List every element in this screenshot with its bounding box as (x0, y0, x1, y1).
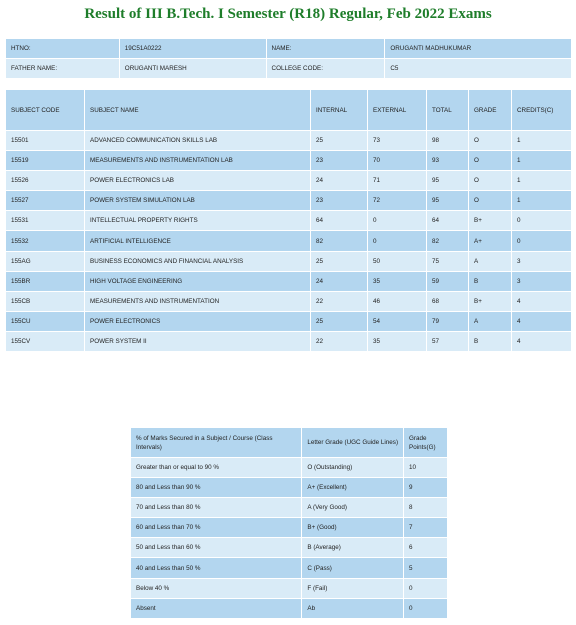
college-code-label: COLLEGE CODE: (267, 59, 385, 78)
father-name-value: ORUGANTI MARESH (120, 59, 266, 78)
external-cell: 0 (368, 211, 426, 230)
external-cell: 71 (368, 171, 426, 190)
subject-code-cell: 15526 (6, 171, 84, 190)
subject-name-cell: ARTIFICIAL INTELLIGENCE (85, 231, 310, 250)
total-cell: 95 (427, 171, 468, 190)
marks-header-row (6, 90, 571, 130)
subject-name-cell: POWER ELECTRONICS (85, 312, 310, 331)
student-info-table (5, 38, 572, 79)
subject-code-cell: 155AG (6, 252, 84, 271)
credits-cell: 1 (512, 131, 571, 150)
marks-range-cell: 70 and Less than 80 % (131, 498, 301, 517)
table-row (6, 151, 571, 170)
external-cell: 35 (368, 332, 426, 351)
grade-cell: O (469, 151, 511, 170)
student-info-row (6, 39, 571, 58)
credits-cell: 0 (512, 211, 571, 230)
external-cell: 54 (368, 312, 426, 331)
subject-name-cell: BUSINESS ECONOMICS AND FINANCIAL ANALYSIS (85, 252, 310, 271)
marks-range-cell: 50 and Less than 60 % (131, 538, 301, 557)
subject-code-cell: 15527 (6, 191, 84, 210)
credits-cell: 1 (512, 151, 571, 170)
external-cell: 70 (368, 151, 426, 170)
internal-cell: 25 (311, 252, 367, 271)
table-row (131, 558, 447, 577)
marks-range-cell: 40 and Less than 50 % (131, 558, 301, 577)
table-row (6, 231, 571, 250)
marks-range-cell: Below 40 % (131, 579, 301, 598)
total-cell: 75 (427, 252, 468, 271)
marks-range-cell: 80 and Less than 90 % (131, 478, 301, 497)
internal-cell: 23 (311, 151, 367, 170)
subject-code-cell: 15501 (6, 131, 84, 150)
name-label: NAME: (267, 39, 385, 58)
header-total: TOTAL (427, 90, 468, 130)
subject-name-cell: POWER SYSTEM II (85, 332, 310, 351)
credits-cell: 3 (512, 252, 571, 271)
marks-table (5, 89, 572, 352)
grade-cell: O (469, 191, 511, 210)
credits-cell: 4 (512, 312, 571, 331)
letter-grade-cell: Ab (302, 599, 403, 618)
table-row (6, 211, 571, 230)
external-cell: 50 (368, 252, 426, 271)
subject-code-cell: 155CU (6, 312, 84, 331)
grade-header-row (131, 428, 447, 457)
internal-cell: 82 (311, 231, 367, 250)
header-credits: CREDITS(C) (512, 90, 571, 130)
subject-name-cell: MEASUREMENTS AND INSTRUMENTATION (85, 292, 310, 311)
letter-grade-cell: B+ (Good) (302, 518, 403, 537)
letter-grade-cell: O (Outstanding) (302, 458, 403, 477)
internal-cell: 22 (311, 292, 367, 311)
table-row (6, 292, 571, 311)
total-cell: 79 (427, 312, 468, 331)
credits-cell: 4 (512, 332, 571, 351)
internal-cell: 23 (311, 191, 367, 210)
credits-cell: 1 (512, 191, 571, 210)
header-internal: INTERNAL (311, 90, 367, 130)
htno-label: HTNO: (6, 39, 119, 58)
htno-value: 19C51A0222 (120, 39, 266, 58)
grade-points-cell: 0 (404, 599, 447, 618)
grade-scale-table (130, 427, 448, 619)
grade-points-cell: 9 (404, 478, 447, 497)
table-row (6, 252, 571, 271)
grade-cell: A (469, 312, 511, 331)
external-cell: 72 (368, 191, 426, 210)
internal-cell: 24 (311, 272, 367, 291)
header-subject-name: SUBJECT NAME (85, 90, 310, 130)
subject-name-cell: POWER ELECTRONICS LAB (85, 171, 310, 190)
internal-cell: 64 (311, 211, 367, 230)
student-info-row (6, 59, 571, 78)
grade-cell: A (469, 252, 511, 271)
subject-name-cell: INTELLECTUAL PROPERTY RIGHTS (85, 211, 310, 230)
total-cell: 59 (427, 272, 468, 291)
subject-name-cell: HIGH VOLTAGE ENGINEERING (85, 272, 310, 291)
grade-cell: B (469, 272, 511, 291)
external-cell: 35 (368, 272, 426, 291)
table-row (131, 498, 447, 517)
grade-points-cell: 0 (404, 579, 447, 598)
header-letter-grade: Letter Grade (UGC Guide Lines) (302, 428, 403, 457)
marks-range-cell: 60 and Less than 70 % (131, 518, 301, 537)
name-value: ORUGANTI MADHUKUMAR (385, 39, 571, 58)
total-cell: 68 (427, 292, 468, 311)
credits-cell: 1 (512, 171, 571, 190)
letter-grade-cell: A+ (Excellent) (302, 478, 403, 497)
credits-cell: 0 (512, 231, 571, 250)
grade-cell: A+ (469, 231, 511, 250)
table-row (131, 518, 447, 537)
table-row (6, 191, 571, 210)
table-row (131, 538, 447, 557)
letter-grade-cell: A (Very Good) (302, 498, 403, 517)
subject-code-cell: 155CV (6, 332, 84, 351)
total-cell: 64 (427, 211, 468, 230)
grade-points-cell: 8 (404, 498, 447, 517)
subject-code-cell: 15531 (6, 211, 84, 230)
total-cell: 57 (427, 332, 468, 351)
external-cell: 73 (368, 131, 426, 150)
subject-name-cell: POWER SYSTEM SIMULATION LAB (85, 191, 310, 210)
grade-points-cell: 5 (404, 558, 447, 577)
grade-cell: B+ (469, 292, 511, 311)
subject-name-cell: MEASUREMENTS AND INSTRUMENTATION LAB (85, 151, 310, 170)
page-title: Result of III B.Tech. I Semester (R18) Regular, Feb 2022 Exams (84, 6, 492, 22)
grade-points-cell: 6 (404, 538, 447, 557)
grade-points-cell: 10 (404, 458, 447, 477)
table-row (6, 312, 571, 331)
table-row (6, 131, 571, 150)
external-cell: 0 (368, 231, 426, 250)
grade-points-cell: 7 (404, 518, 447, 537)
header-marks-range: % of Marks Secured in a Subject / Course (Class Intervals) (131, 428, 301, 457)
total-cell: 93 (427, 151, 468, 170)
grade-cell: B (469, 332, 511, 351)
header-external: EXTERNAL (368, 90, 426, 130)
external-cell: 46 (368, 292, 426, 311)
grade-cell: B+ (469, 211, 511, 230)
marks-range-cell: Greater than or equal to 90 % (131, 458, 301, 477)
grade-cell: O (469, 131, 511, 150)
table-row (6, 332, 571, 351)
subject-code-cell: 155BR (6, 272, 84, 291)
credits-cell: 3 (512, 272, 571, 291)
grade-cell: O (469, 171, 511, 190)
total-cell: 98 (427, 131, 468, 150)
letter-grade-cell: B (Average) (302, 538, 403, 557)
subject-code-cell: 155CB (6, 292, 84, 311)
table-row (6, 171, 571, 190)
internal-cell: 22 (311, 332, 367, 351)
college-code-value: C5 (385, 59, 571, 78)
father-name-label: FATHER NAME: (6, 59, 119, 78)
internal-cell: 25 (311, 312, 367, 331)
letter-grade-cell: F (Fail) (302, 579, 403, 598)
total-cell: 82 (427, 231, 468, 250)
internal-cell: 24 (311, 171, 367, 190)
letter-grade-cell: C (Pass) (302, 558, 403, 577)
table-row (131, 579, 447, 598)
subject-name-cell: ADVANCED COMMUNICATION SKILLS LAB (85, 131, 310, 150)
total-cell: 95 (427, 191, 468, 210)
table-row (6, 272, 571, 291)
subject-code-cell: 15532 (6, 231, 84, 250)
header-subject-code: SUBJECT CODE (6, 90, 84, 130)
table-row (131, 478, 447, 497)
marks-range-cell: Absent (131, 599, 301, 618)
subject-code-cell: 15519 (6, 151, 84, 170)
header-grade: GRADE (469, 90, 511, 130)
internal-cell: 25 (311, 131, 367, 150)
table-row (131, 599, 447, 618)
credits-cell: 4 (512, 292, 571, 311)
table-row (131, 458, 447, 477)
header-grade-points: Grade Points(G) (404, 428, 447, 457)
